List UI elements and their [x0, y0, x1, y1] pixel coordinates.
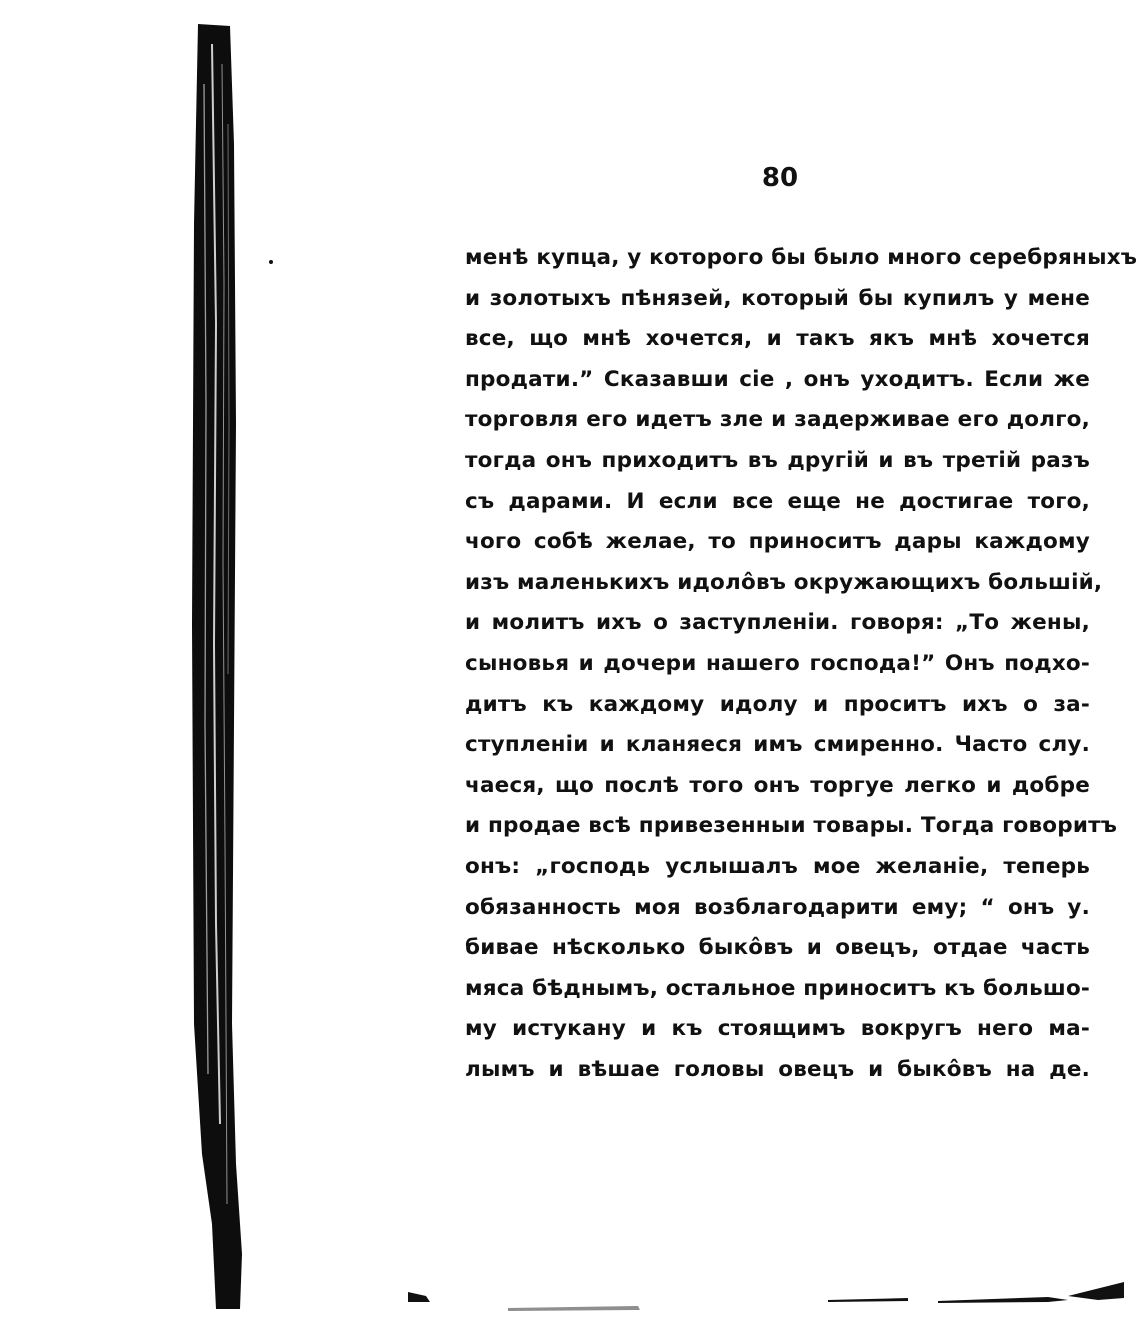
text-line: все, що мнѣ хочется, и такъ якъ мнѣ хочется	[465, 326, 1090, 352]
page-bottom-edge	[408, 1280, 1128, 1320]
text-line: му истукану и къ стоящимъ вокругъ него ма-	[465, 1016, 1090, 1042]
text-line: продати.” Сказавши сiе , онъ уходитъ. Если же	[465, 366, 1090, 392]
text-line: съ дарами. И если все еще не достигае того,	[465, 488, 1090, 514]
text-line: чого собѣ желае, то приноситъ дары каждому	[465, 529, 1090, 555]
text-line: и золотыхъ пѣнязей, который бы купилъ у мене	[465, 285, 1090, 311]
text-line: и продае всѣ привезенныи товары. Тогда говоритъ	[465, 813, 1118, 839]
text-line: онъ: „господь услышалъ мое желанiе, теперь	[465, 853, 1090, 879]
scan-speck	[269, 260, 273, 264]
text-line: менѣ купца, у которого бы было много серебряныхъ	[465, 245, 1138, 270]
text-line: и молитъ ихъ о заступленiи. говоря: „То жены,	[465, 610, 1090, 636]
body-text	[465, 238, 1138, 1090]
text-line: тогда онъ приходитъ въ другiй и въ третiй разъ	[465, 447, 1090, 473]
text-line: бивае нѣсколько быкôвъ и овецъ, отдае часть	[465, 935, 1090, 961]
page-number: 80	[761, 163, 799, 193]
text-line: дитъ къ каждому идолу и проситъ ихъ о за-	[465, 691, 1090, 717]
text-line: сыновья и дочери нашего господа!” Онъ подхо-	[465, 650, 1090, 676]
text-line: обязанность моя возблагодарити ему; “ онъ у.	[465, 894, 1090, 920]
text-line: изъ маленькихъ идолôвъ окружающихъ большiй,	[465, 569, 1103, 595]
text-line: мяса бѣднымъ, остальное приноситъ къ большо-	[465, 975, 1091, 1001]
text-line: ступленiи и кланяеся имъ смиренно. Часто слу.	[465, 732, 1090, 758]
book-spine-edge	[190, 24, 250, 1309]
text-line: торговля его идетъ зле и задерживае его долго,	[465, 407, 1090, 433]
text-line: чаеся, що послѣ того онъ торгуе легко и добре	[465, 772, 1090, 798]
text-line: лымъ и вѣшае головы овецъ и быкôвъ на де.	[465, 1056, 1090, 1082]
